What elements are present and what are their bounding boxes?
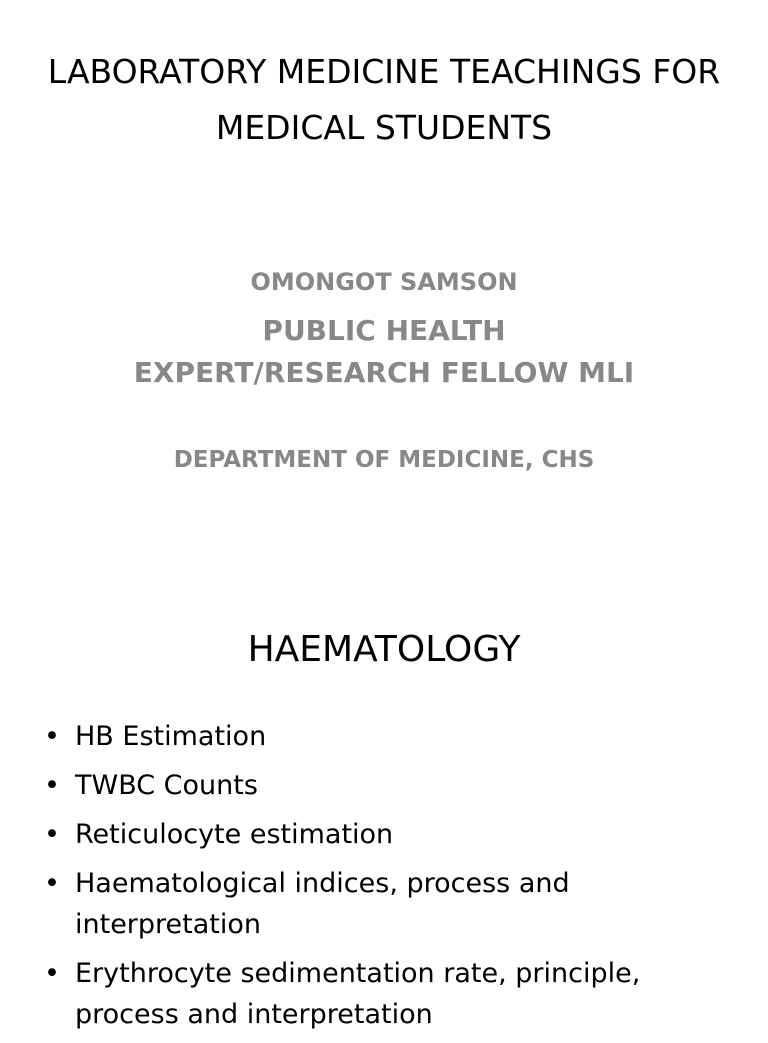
list-item-text: Erythrocyte sedimentation rate, principle, process and interpretation [75,958,641,1030]
bullet-icon: • [44,958,60,989]
list-item-text: HB Estimation [75,721,267,752]
department: DEPARTMENT OF MEDICINE, CHS [173,447,595,473]
author-role-line-1: PUBLIC HEALTH [262,314,506,347]
list-item [44,863,734,945]
list-item [44,765,734,806]
list-item [44,814,734,855]
bullet-icon: • [44,868,60,899]
bullet-icon: • [44,819,60,850]
list-item-text: Reticulocyte estimation [75,819,394,850]
content-slide [0,576,768,1030]
list-item [44,716,734,757]
author-role [40,310,728,394]
list-item [44,953,734,1035]
section-title: HAEMATOLOGY [247,629,521,670]
author-name: OMONGOT SAMSON [250,268,518,296]
bullet-icon: • [44,770,60,801]
list-item-text: TWBC Counts [75,770,258,801]
slide-title: LABORATORY MEDICINE TEACHINGS FOR MEDICAL STUDENTS [47,52,721,147]
bullet-list [44,716,734,1043]
bullet-icon: • [44,721,60,752]
author-role-line-2: EXPERT/RESEARCH FELLOW MLI [133,356,635,389]
list-item-text: Haematological indices, process and interpretation [75,868,570,940]
